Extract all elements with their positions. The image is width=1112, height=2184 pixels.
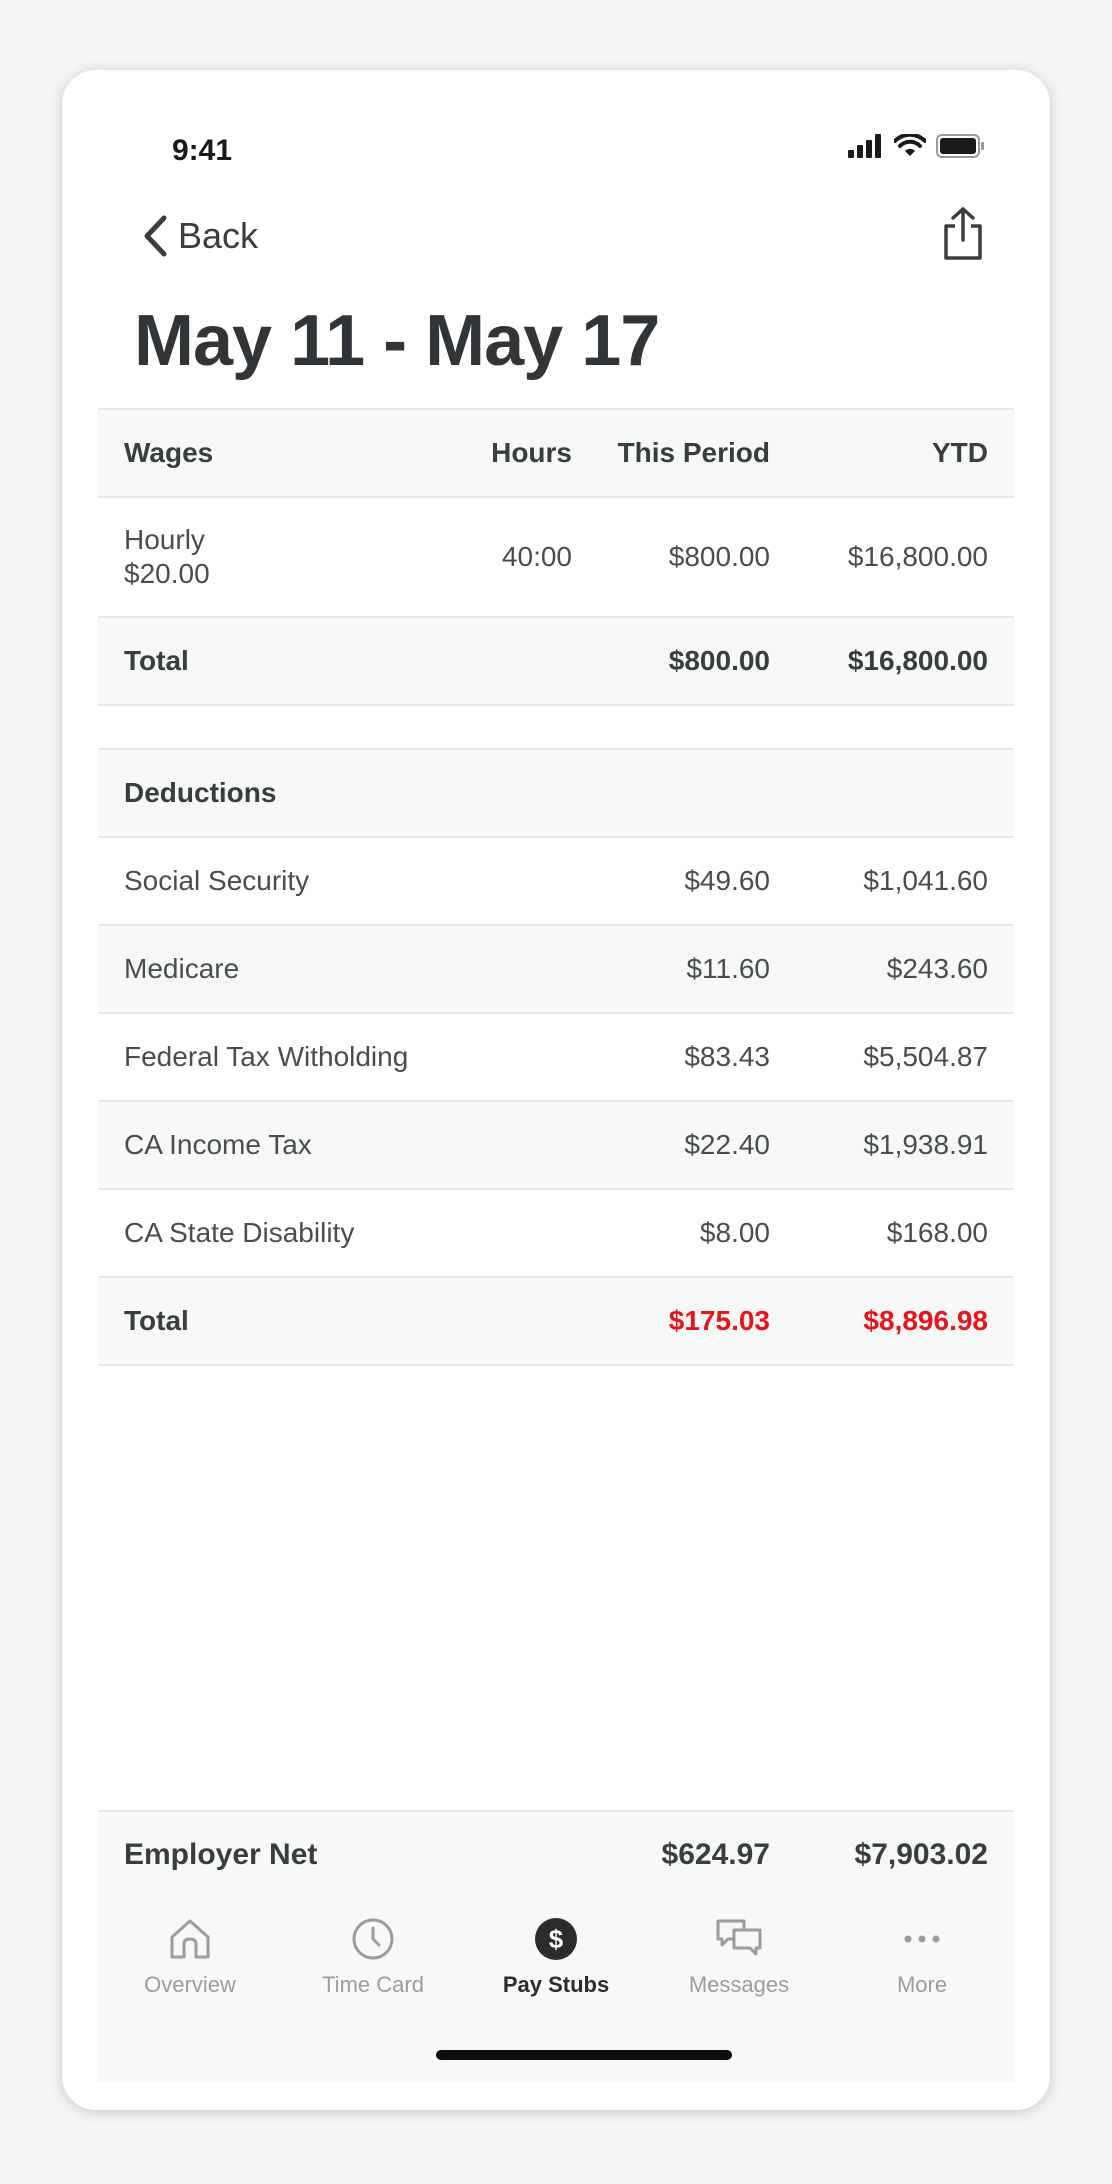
- share-icon: [940, 206, 986, 262]
- employer-net-period: $624.97: [661, 1838, 770, 1871]
- tab-time-card[interactable]: [281, 1916, 465, 1998]
- deduction-ytd: $243.60: [886, 953, 988, 984]
- tab-overview[interactable]: [98, 1916, 282, 1998]
- battery-icon: [936, 134, 986, 158]
- deductions-total-label: Total: [124, 1305, 189, 1336]
- back-button[interactable]: [142, 214, 258, 258]
- wages-total-period: $800.00: [668, 645, 770, 676]
- deductions-header: Deductions: [124, 777, 277, 808]
- page-title: May 11 - May 17: [134, 301, 660, 381]
- deduction-period: $83.43: [684, 1041, 770, 1072]
- dollar-icon: [533, 1916, 579, 1962]
- svg-text:$: $: [548, 1924, 564, 1954]
- share-button[interactable]: [940, 206, 986, 267]
- wages-total-ytd: $16,800.00: [847, 645, 988, 676]
- tab-more[interactable]: [830, 1916, 1014, 1998]
- deduction-ytd: $5,504.87: [863, 1041, 988, 1072]
- wage-ytd: $16,800.00: [847, 541, 988, 572]
- deduction-period: $8.00: [699, 1217, 770, 1248]
- deductions-total-period: $175.03: [668, 1305, 770, 1336]
- status-icons: [848, 134, 986, 158]
- table-row: [98, 838, 1014, 926]
- deductions-table: [98, 748, 1014, 1366]
- tab-label: Pay Stubs: [502, 1972, 610, 1997]
- wifi-icon: [894, 134, 926, 158]
- wages-table: [98, 408, 1014, 706]
- wage-hours: 40:00: [501, 541, 572, 572]
- deduction-ytd: $1,041.60: [863, 865, 988, 896]
- this-period-header: This Period: [617, 437, 770, 468]
- table-row: [98, 926, 1014, 1014]
- chat-icon: [714, 1916, 764, 1962]
- table-row: [98, 1102, 1014, 1190]
- wages-header-row: [98, 408, 1014, 498]
- deduction-label: CA Income Tax: [124, 1129, 312, 1160]
- wage-type: [124, 523, 210, 591]
- wage-rate: $20.00: [124, 558, 210, 589]
- home-icon: [167, 1916, 213, 1962]
- status-time: 9:41: [172, 134, 233, 167]
- deduction-label: Medicare: [124, 953, 240, 984]
- wage-type-name: Hourly: [124, 524, 205, 555]
- tab-pay-stubs[interactable]: [464, 1916, 648, 1998]
- tab-messages[interactable]: [647, 1916, 831, 1998]
- tab-label: Messages: [688, 1972, 790, 1997]
- clock-icon: [350, 1916, 396, 1962]
- deduction-period: $11.60: [686, 953, 770, 984]
- deduction-label: Social Security: [124, 865, 310, 896]
- tab-label: Time Card: [322, 1972, 424, 1997]
- deduction-period: $49.60: [684, 865, 770, 896]
- deduction-label: CA State Disability: [124, 1217, 355, 1248]
- table-row: [98, 1014, 1014, 1102]
- table-row: [98, 498, 1014, 618]
- wages-total-label: Total: [124, 645, 189, 676]
- tab-label: More: [896, 1972, 948, 1997]
- wage-period: $800.00: [668, 541, 770, 572]
- table-row: [98, 1190, 1014, 1278]
- deduction-label: Federal Tax Witholding: [124, 1041, 409, 1072]
- status-bar: [62, 70, 1050, 190]
- deductions-total-ytd: $8,896.98: [863, 1305, 988, 1336]
- deductions-header-row: [98, 748, 1014, 838]
- signal-icon: [848, 134, 884, 158]
- tab-label: Overview: [144, 1972, 236, 1997]
- ytd-header: YTD: [932, 437, 988, 468]
- employer-net-ytd: $7,903.02: [854, 1838, 988, 1871]
- wages-total-row: [98, 618, 1014, 706]
- more-icon: [899, 1916, 945, 1962]
- wages-header-label: Wages: [124, 437, 214, 468]
- deduction-ytd: $1,938.91: [863, 1129, 988, 1160]
- hours-header: Hours: [491, 437, 572, 468]
- employer-net-label: Employer Net: [124, 1838, 318, 1871]
- employer-net-row: [98, 1810, 1014, 1898]
- chevron-left-icon: [142, 214, 168, 258]
- deduction-ytd: $168.00: [886, 1217, 988, 1248]
- phone-screen: [62, 70, 1050, 2110]
- nav-bar: [62, 200, 1050, 290]
- back-label: Back: [178, 215, 259, 256]
- deduction-period: $22.40: [684, 1129, 770, 1160]
- deductions-total-row: [98, 1278, 1014, 1366]
- home-indicator: [436, 2050, 732, 2060]
